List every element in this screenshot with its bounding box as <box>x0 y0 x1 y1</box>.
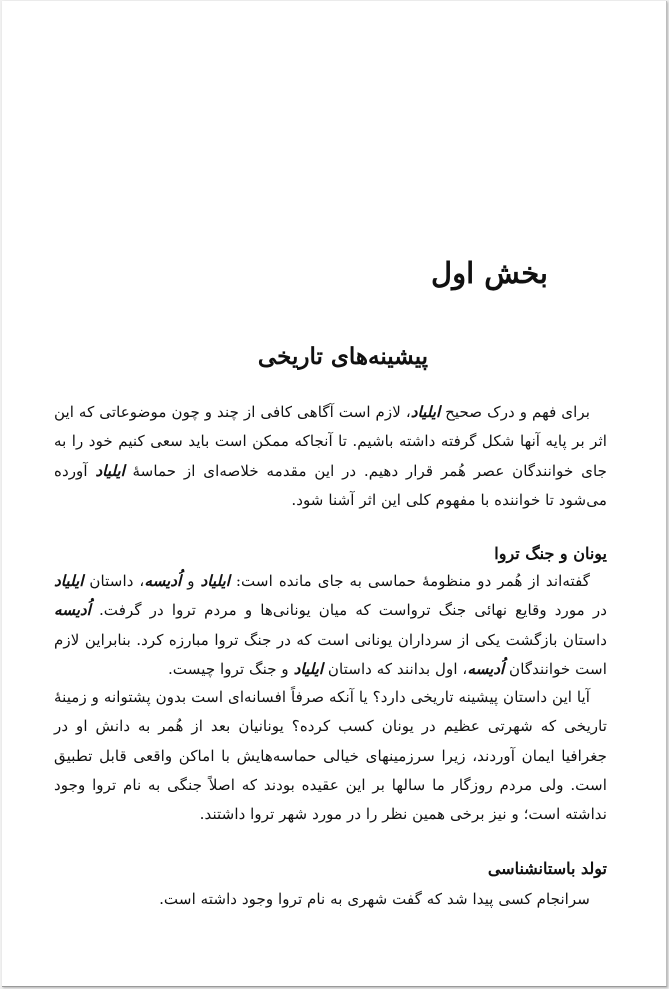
s1-text-7: و جنگ تروا چیست. <box>167 659 294 678</box>
s1-text-1: گفته‌اند از هُمر دو منظومهٔ حماسی به جای مانده است: <box>229 572 590 590</box>
s2-p1-text: سرانجام کسی پیدا شد که گفت شهری به نام تروا وجود داشته است. <box>159 890 590 908</box>
s1-odyssey-1: اُدیسه <box>144 572 182 590</box>
s1-text-2: و <box>181 572 201 590</box>
chapter-title: پیشینه‌های تاریخی <box>257 343 429 370</box>
s1-p2-text: آیا این داستان پیشینه تاریخی دارد؟ یا آنکه صرفاً افسانه‌ای است بدون پشتوانه و زمینهٔ تاریخی که شهرتی عظیم در یونان کسب کرده؟ یونانیان بعد از هُمر به دانش او در جغرافیا ایمان آوردند، زیرا سرزمینهای خیالی حماسه‌هایش با اماکن واقعی قابل تطبیق است. ولی مردم روزگار ما سالها بر این عقیده بودند که اصلاً جنگی به نام تروا وجود نداشته است؛ و نیز برخی همین نظر را در مورد شهر تروا داشتند. <box>54 688 607 824</box>
s1-iliad-1: ایلیاد <box>200 572 230 590</box>
section2-paragraph-1 <box>54 885 607 914</box>
s1-text-3: ، داستان <box>83 572 145 590</box>
s1-text-4: در مورد وقایع نهائی جنگ ترواست که میان یونانی‌ها و مردم تروا در گرفت. <box>90 601 607 620</box>
s1-odyssey-2: اُدیسه <box>54 601 91 620</box>
section-heading-archaeology: تولد باستانشناسی <box>487 859 607 878</box>
s1-iliad-2: ایلیاد <box>54 572 84 590</box>
section-heading-greece-troy: یونان و جنگ تروا <box>494 544 607 563</box>
intro-iliad-1: ایلیاد <box>410 403 441 421</box>
intro-iliad-2: ایلیاد <box>95 461 125 480</box>
intro-text-3: آورده می‌شود تا خواننده با مفهوم کلی این اثر آشنا شود. <box>54 461 607 509</box>
s1-iliad-3: ایلیاد <box>293 659 324 678</box>
section1-paragraph-2 <box>54 683 607 829</box>
s1-text-6: ، اول بدانند که داستان <box>323 659 468 678</box>
part-title: بخش اول <box>431 256 548 290</box>
intro-text-2: ، لازم است آگاهی کافی از چند و چون موضوعاتی که این اثر بر پایه آنها شکل گرفته داشته باشیم. تا آنجاکه ممکن است باید سعی کنیم خود را به جای خوانندگان عصر هُمر قرار دهیم. در این مقدمه خلاصه‌ای از حماسهٔ <box>54 403 607 480</box>
section1-paragraph-1 <box>54 567 607 684</box>
s1-text-5: داستان بازگشت یکی از سرداران یونانی است که در جنگ تروا مبارزه کرد. بنابراین لازم است خوانندگان <box>54 630 607 678</box>
intro-paragraph <box>54 398 607 515</box>
document-page <box>2 1 667 987</box>
s1-odyssey-3: اُدیسه <box>467 659 505 678</box>
intro-text-1: برای فهم و درک صحیح <box>440 403 590 421</box>
